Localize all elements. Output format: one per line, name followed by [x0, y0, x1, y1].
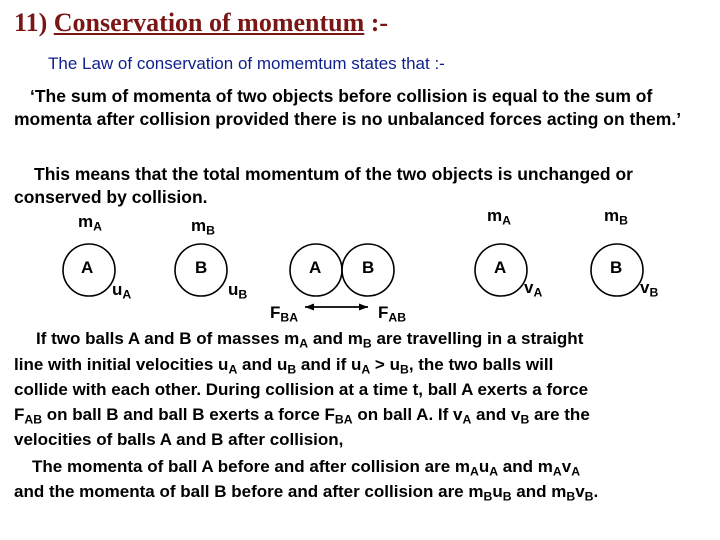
- title-number: 11): [14, 8, 48, 37]
- ball-a-before-label: A: [81, 258, 94, 277]
- explanation-line-5: velocities of balls A and B after collision,: [14, 430, 344, 449]
- velocity-u-b: $u_B$: [228, 280, 248, 302]
- law-intro: The Law of conservation of momemtum states that :-: [48, 54, 445, 73]
- explanation-line-3: collide with each other. During collision at a time t, ball A exerts a force: [14, 380, 589, 399]
- explanation-line-6: The momenta of ball A before and after collision are $m_Au_A$ and $m_Av_A$: [32, 457, 581, 479]
- ball-a-during-label: A: [309, 258, 322, 277]
- ball-a-after-label: A: [494, 258, 507, 277]
- law-statement: ‘The sum of momenta of two objects before collision is equal to the sum of momenta after collision provided there is no unbalanced forces acting on them.’: [14, 86, 682, 129]
- velocity-u-a: $u_A$: [112, 280, 132, 302]
- ball-b-after-label: B: [610, 258, 623, 277]
- title-main: Conservation of momentum: [53, 8, 365, 37]
- explanation-line-1: If two balls A and B of masses $m_A$ and $m_B$ are travelling in a straight: [36, 329, 584, 351]
- law-meaning: This means that the total momentum of the two objects is unchanged or conserved by collision.: [14, 164, 633, 207]
- mass-label-b-right: $m_B$: [604, 206, 628, 228]
- force-label-ba: $F_{BA}$: [270, 303, 299, 325]
- explanation-line-4: $F_{AB}$ on ball B and ball B exerts a force $F_{BA}$ on ball A. If $v_A$ and $v_B$ are the: [14, 405, 590, 427]
- title-suffix: :-: [370, 8, 389, 37]
- explanation-line-7: and the momenta of ball B before and after collision are $m_Bu_B$ and $m_Bv_B$.: [14, 482, 599, 504]
- ball-b-during-label: B: [362, 258, 375, 277]
- explanation-line-2: line with initial velocities $u_A$ and $u_B$ and if $u_A > u_B$, the two balls will: [14, 355, 554, 377]
- mass-label-b-left: $m_B$: [191, 216, 215, 238]
- mass-label-a-right: $m_A$: [487, 206, 511, 228]
- ball-b-before-label: B: [195, 258, 208, 277]
- mass-label-a-left: $m_A$: [78, 212, 102, 234]
- velocity-v-a: $v_A$: [524, 278, 543, 300]
- force-label-ab: $F_{AB}$: [378, 303, 407, 325]
- velocity-v-b: $v_B$: [640, 278, 659, 300]
